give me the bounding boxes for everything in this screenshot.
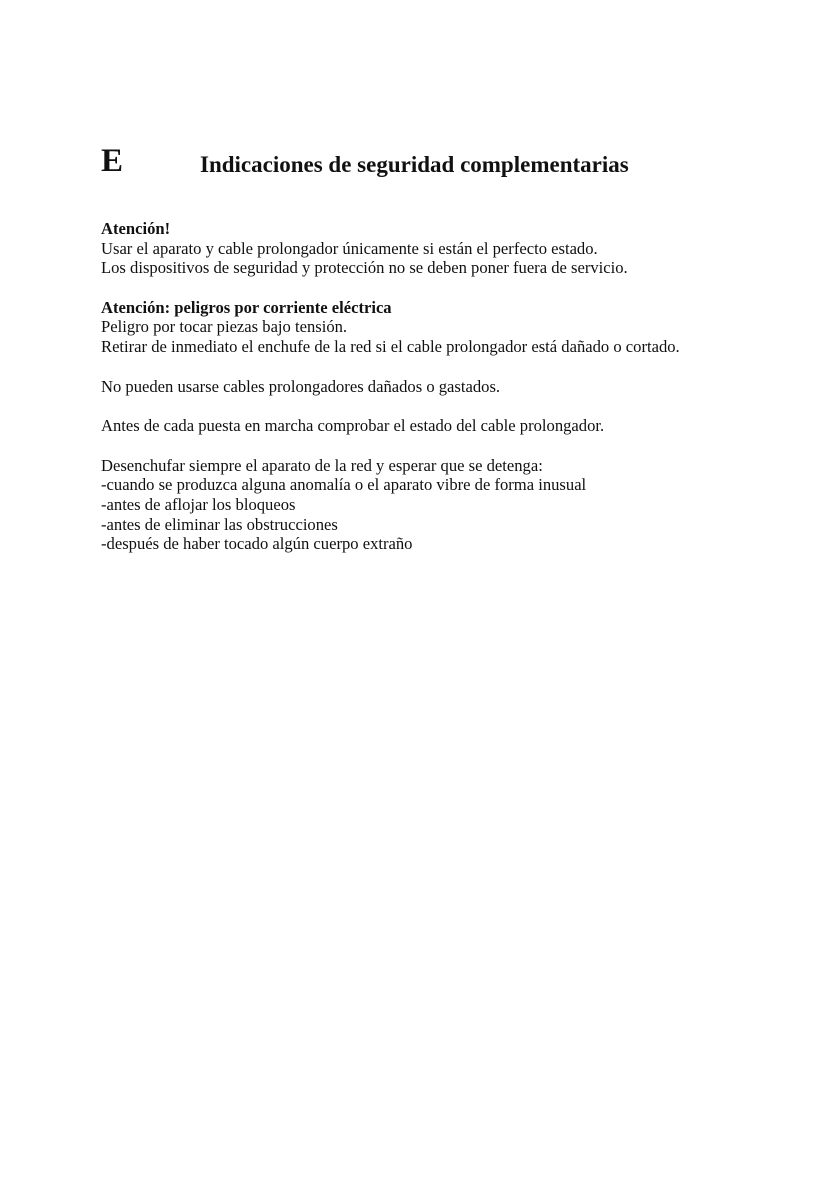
section-heading: Atención: peligros por corriente eléctrica	[101, 297, 392, 317]
text-line: No pueden usarse cables prolongadores dañados o gastados.	[101, 376, 501, 396]
list-item: -después de haber tocado algún cuerpo extraño	[101, 534, 413, 554]
section-heading: Atención!	[101, 219, 171, 238]
text-line: Antes de cada puesta en marcha comprobar el estado del cable prolongador.	[101, 416, 605, 436]
list-item: -cuando se produzca alguna anomalía o el aparato vibre de forma inusual	[101, 475, 587, 495]
text-line: Retirar de inmediato el enchufe de la red si el cable prolongador está dañado o cortado.	[101, 336, 680, 356]
section-check-cable	[101, 416, 801, 436]
page-title: Indicaciones de seguridad complementarias	[200, 152, 629, 177]
text-line: Desenchufar siempre el aparato de la red y esperar que se detenga:	[101, 455, 543, 475]
text-line: Los dispositivos de seguridad y protección no se deben poner fuera de servicio.	[101, 258, 628, 278]
language-letter: E	[101, 143, 124, 179]
document-body	[101, 219, 801, 574]
text-line: Peligro por tocar piezas bajo tensión.	[101, 317, 348, 337]
section-damaged-cables	[101, 377, 801, 397]
list-item: -antes de eliminar las obstrucciones	[101, 514, 338, 534]
section-unplug	[101, 456, 801, 554]
section-attention	[101, 219, 801, 278]
text-line: Usar el aparato y cable prolongador únicamente si están el perfecto estado.	[101, 238, 598, 258]
section-electrical-hazard	[101, 298, 801, 357]
list-item: -antes de aflojar los bloqueos	[101, 494, 296, 514]
